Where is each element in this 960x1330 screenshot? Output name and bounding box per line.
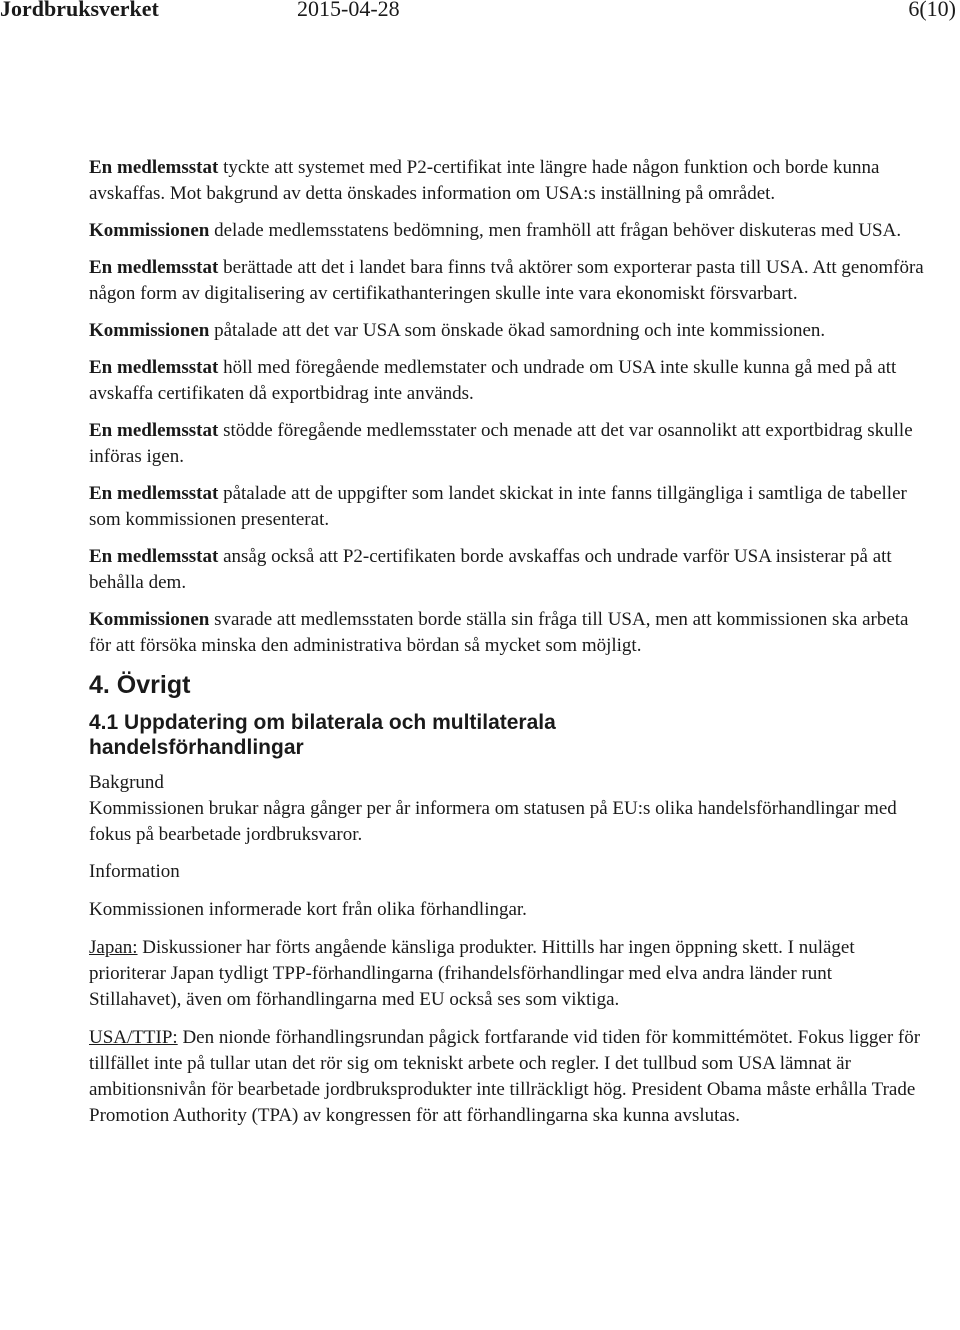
information-text: Kommissionen informerade kort från olika förhandlingar. <box>89 899 527 920</box>
section-heading: 4. Övrigt <box>89 671 191 699</box>
background-text: Kommissionen brukar några gånger per år informera om statusen på EU:s olika handelsförhandlingar med fokus på bearbetade jordbruksvaror. <box>89 798 897 845</box>
paragraph-text: påtalade att de uppgifter som landet skickat in inte fanns tillgängliga i samtliga de tabeller som kommissionen presenterat. <box>89 483 907 530</box>
subsection-heading: 4.1 Uppdatering om bilaterala och multilaterala handelsförhandlingar <box>89 711 556 759</box>
paragraph <box>89 544 929 596</box>
speaker: En medlemsstat <box>89 483 219 504</box>
speaker: En medlemsstat <box>89 257 219 278</box>
paragraph-text: ansåg också att P2-certifikaten borde avskaffas och undrade varför USA insisterar på att behålla dem. <box>89 546 892 593</box>
japan-text: Diskussioner har förts angående känsliga produkter. Hittills har ingen öppning skett. I nuläget prioriterar Japan tydligt TPP-förhandlingarna (frihandelsförhandlingar med elva andra länder runt Stillahavet), även om förhandlingarna med EU också ses som viktiga. <box>89 937 855 1010</box>
paragraph-text: delade medlemsstatens bedömning, men framhöll att frågan behöver diskuteras med USA. <box>209 220 902 241</box>
speaker: En medlemsstat <box>89 357 219 378</box>
paragraph-text: svarade att medlemsstaten borde ställa sin fråga till USA, men att kommissionen ska arbeta för att försöka minska den administrativa bördan så mycket som möjligt. <box>89 609 909 656</box>
information-label: Information <box>89 861 180 882</box>
speaker: Kommissionen <box>89 220 210 241</box>
usa-ttip-text: Den nionde förhandlingsrundan pågick fortfarande vid tiden för kommittémötet. Fokus ligger för tillfället inte på tullar utan det rör sig om tekniskt arbete och regler. I det tullbud som USA lämnat är ambitionsnivån för bearbetade jordbruksprodukter inte tillräckligt hög. President Obama måste erhålla Trade Promotion Authority (TPA) av kongressen för att förhandlingarna ska kunna avslutas. <box>89 1027 921 1126</box>
paragraph-text: stödde föregående medlemsstater och menade att det var osannolikt att exportbidrag skulle införas igen. <box>89 420 913 467</box>
paragraph-text: tyckte att systemet med P2-certifikat inte längre hade någon funktion och borde kunna avskaffas. Mot bakgrund av detta önskades information om USA:s inställning på området. <box>89 157 880 204</box>
paragraph <box>89 607 929 659</box>
paragraph <box>89 418 929 470</box>
paragraph <box>89 318 929 344</box>
speaker: En medlemsstat <box>89 420 219 441</box>
paragraph-text: påtalade att det var USA som önskade ökad samordning och inte kommissionen. <box>209 320 826 341</box>
paragraph-text: höll med föregående medlemstater och undrade om USA inte skulle kunna gå med på att avskaffa certifikaten då exportbidrag inte används. <box>89 357 897 404</box>
japan-label: Japan: <box>89 937 138 958</box>
usa-ttip-label: USA/TTIP: <box>89 1027 178 1048</box>
paragraph <box>89 481 929 533</box>
paragraph <box>89 218 929 244</box>
paragraph <box>89 255 929 307</box>
background-label: Bakgrund <box>89 772 164 793</box>
document-date: 2015-04-28 <box>297 0 400 21</box>
speaker: Kommissionen <box>89 609 210 630</box>
paragraph <box>89 355 929 407</box>
document-body <box>89 155 929 1140</box>
page-number: 6(10) <box>908 0 956 21</box>
paragraph-text: berättade att det i landet bara finns två aktörer som exporterar pasta till USA. Att genomföra någon form av digitalisering av certifikathanteringen skulle inte vara ekonomiskt försvarbart. <box>89 257 924 304</box>
speaker: En medlemsstat <box>89 157 219 178</box>
usa-paragraph <box>89 1025 929 1129</box>
page-header <box>0 0 960 24</box>
organization-name: Jordbruksverket <box>0 0 159 21</box>
japan-paragraph <box>89 935 929 1013</box>
speaker: En medlemsstat <box>89 546 219 567</box>
paragraph <box>89 155 929 207</box>
speaker: Kommissionen <box>89 320 210 341</box>
